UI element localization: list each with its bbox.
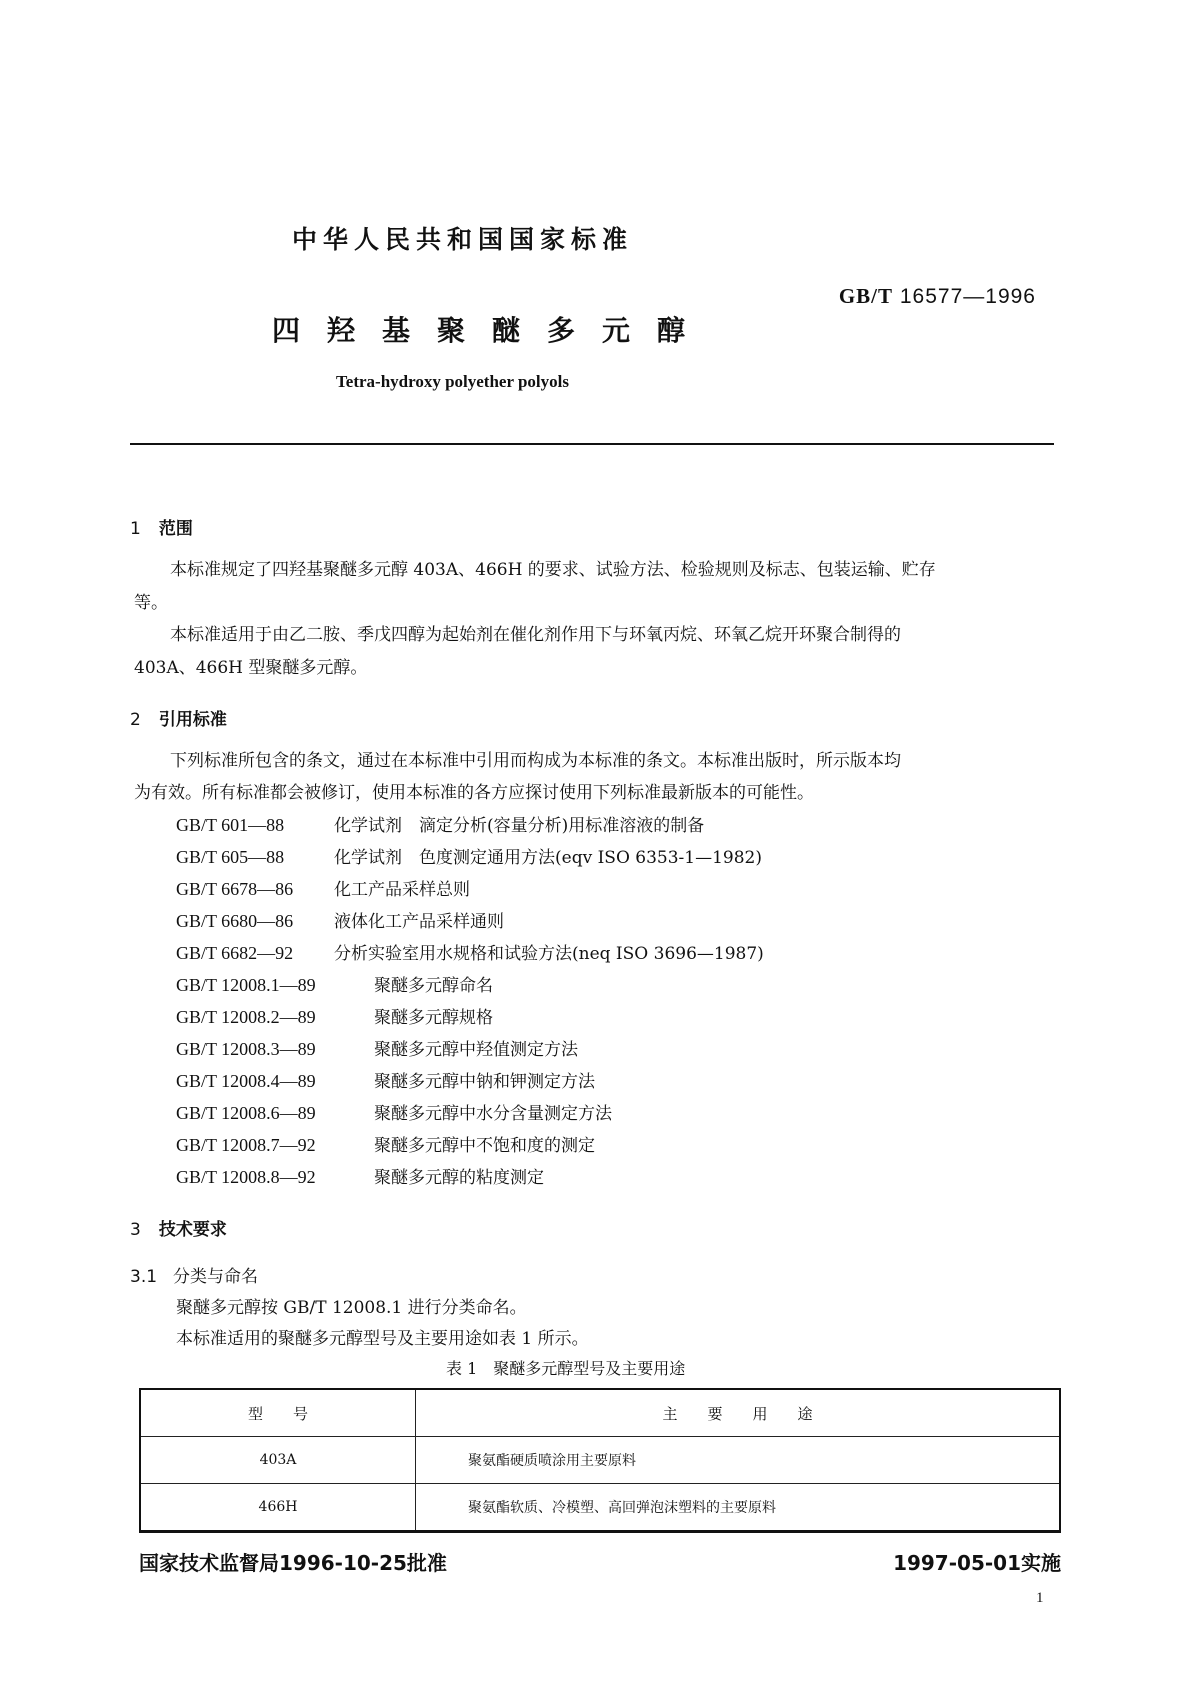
section-title: 技术要求: [158, 1220, 227, 1240]
reference-title: 聚醚多元醇中不饱和度的测定: [374, 1136, 595, 1156]
cell-usage: 聚氨酯软质、冷模塑、高回弹泡沫塑料的主要原料: [416, 1484, 1061, 1532]
reference-code: GB/T 6682—92: [176, 943, 294, 963]
reference-title: 聚醚多元醇的粘度测定: [374, 1168, 544, 1188]
effective-date: 1997-05-01实施: [893, 1551, 1061, 1575]
reference-item: [176, 1131, 595, 1156]
paragraph-line: 本标准规定了四羟基聚醚多元醇 403A、466H 的要求、试验方法、检验规则及标志、包装运输、贮存: [170, 560, 936, 580]
reference-code: GB/T 12008.3—89: [176, 1039, 316, 1059]
reference-item: [176, 971, 493, 996]
reference-code: GB/T 12008.1—89: [176, 975, 316, 995]
reference-code: GB/T 6680—86: [176, 911, 294, 931]
reference-title: 化工产品采样总则: [334, 880, 470, 900]
reference-title: 分析实验室用水规格和试验方法(neq ISO 3696—1987): [334, 944, 764, 964]
column-header-usage: 主 要 用 途: [416, 1389, 1061, 1437]
reference-code: GB/T 12008.8—92: [176, 1167, 316, 1187]
reference-item: [176, 875, 470, 900]
reference-title: 液体化工产品采样通则: [334, 912, 504, 932]
document-title: 四羟基聚醚多元醇: [272, 314, 713, 347]
reference-item: [176, 1067, 595, 1092]
section-3-heading: [130, 1215, 227, 1240]
cell-model: 466H: [140, 1484, 416, 1532]
section-2-heading: [130, 705, 227, 730]
standard-code: [839, 284, 1036, 309]
section-title: 范围: [158, 519, 193, 539]
approval-date: 国家技术监督局1996-10-25批准: [139, 1551, 447, 1575]
reference-title: 化学试剂 色度测定通用方法(eqv ISO 6353-1—1982): [334, 848, 763, 868]
reference-item: [176, 1163, 544, 1188]
reference-item: [176, 907, 504, 932]
header-divider: [130, 443, 1054, 445]
reference-code: GB/T 12008.6—89: [176, 1103, 316, 1123]
paragraph-line: 为有效。所有标准都会被修订，使用本标准的各方应探讨使用下列标准最新版本的可能性。: [134, 783, 814, 803]
subsection-number: 3.1: [130, 1267, 158, 1287]
reference-title: 化学试剂 滴定分析(容量分析)用标准溶液的制备: [334, 816, 705, 836]
reference-code: GB/T 12008.2—89: [176, 1007, 316, 1027]
reference-title: 聚醚多元醇中羟值测定方法: [374, 1040, 578, 1060]
paragraph-line: 聚醚多元醇按 GB/T 12008.1 进行分类命名。: [176, 1298, 527, 1318]
reference-title: 聚醚多元醇命名: [374, 976, 493, 996]
table-row: [140, 1437, 1060, 1484]
table-row: [140, 1484, 1060, 1532]
section-number: 2: [130, 710, 141, 730]
table-header-row: [140, 1389, 1060, 1437]
paragraph-line: 等。: [134, 593, 168, 613]
section-title: 引用标准: [158, 710, 227, 730]
paragraph-line: 403A、466H 型聚醚多元醇。: [134, 658, 368, 678]
reference-code: GB/T 12008.7—92: [176, 1135, 316, 1155]
reference-item: [176, 843, 762, 868]
reference-title: 聚醚多元醇中钠和钾测定方法: [374, 1072, 595, 1092]
reference-item: [176, 1099, 612, 1124]
reference-item: [176, 939, 764, 964]
reference-code: GB/T 601—88: [176, 815, 285, 835]
cell-usage: 聚氨酯硬质喷涂用主要原料: [416, 1437, 1061, 1484]
reference-code: GB/T 605—88: [176, 847, 285, 867]
national-standard-heading: 中华人民共和国国家标准: [292, 225, 634, 254]
column-header-model: 型 号: [140, 1389, 416, 1437]
reference-item: [176, 1035, 578, 1060]
table-caption: 表 1 聚醚多元醇型号及主要用途: [446, 1359, 686, 1378]
section-number: 3: [130, 1220, 141, 1240]
reference-title: 聚醚多元醇规格: [374, 1008, 493, 1028]
paragraph-line: 本标准适用的聚醚多元醇型号及主要用途如表 1 所示。: [176, 1329, 589, 1349]
reference-item: [176, 1003, 493, 1028]
section-number: 1: [130, 519, 141, 539]
page-number: 1: [1036, 1590, 1044, 1606]
cell-model: 403A: [140, 1437, 416, 1484]
english-title: Tetra-hydroxy polyether polyols: [336, 372, 569, 391]
code-number: 16577—1996: [899, 285, 1036, 308]
footer-divider: [139, 1530, 1061, 1533]
subsection-title: 分类与命名: [173, 1267, 259, 1287]
paragraph-line: 本标准适用于由乙二胺、季戊四醇为起始剂在催化剂作用下与环氧丙烷、环氧乙烷开环聚合制得的: [170, 625, 901, 645]
reference-item: [176, 811, 704, 836]
section-1-heading: [130, 514, 193, 539]
subsection-heading: [130, 1262, 258, 1287]
model-usage-table: [139, 1388, 1061, 1532]
reference-title: 聚醚多元醇中水分含量测定方法: [374, 1104, 612, 1124]
reference-code: GB/T 12008.4—89: [176, 1071, 316, 1091]
paragraph-line: 下列标准所包含的条文，通过在本标准中引用而构成为本标准的条文。本标准出版时，所示版本均: [170, 751, 901, 771]
reference-code: GB/T 6678—86: [176, 879, 294, 899]
code-prefix: GB/T: [838, 284, 894, 308]
